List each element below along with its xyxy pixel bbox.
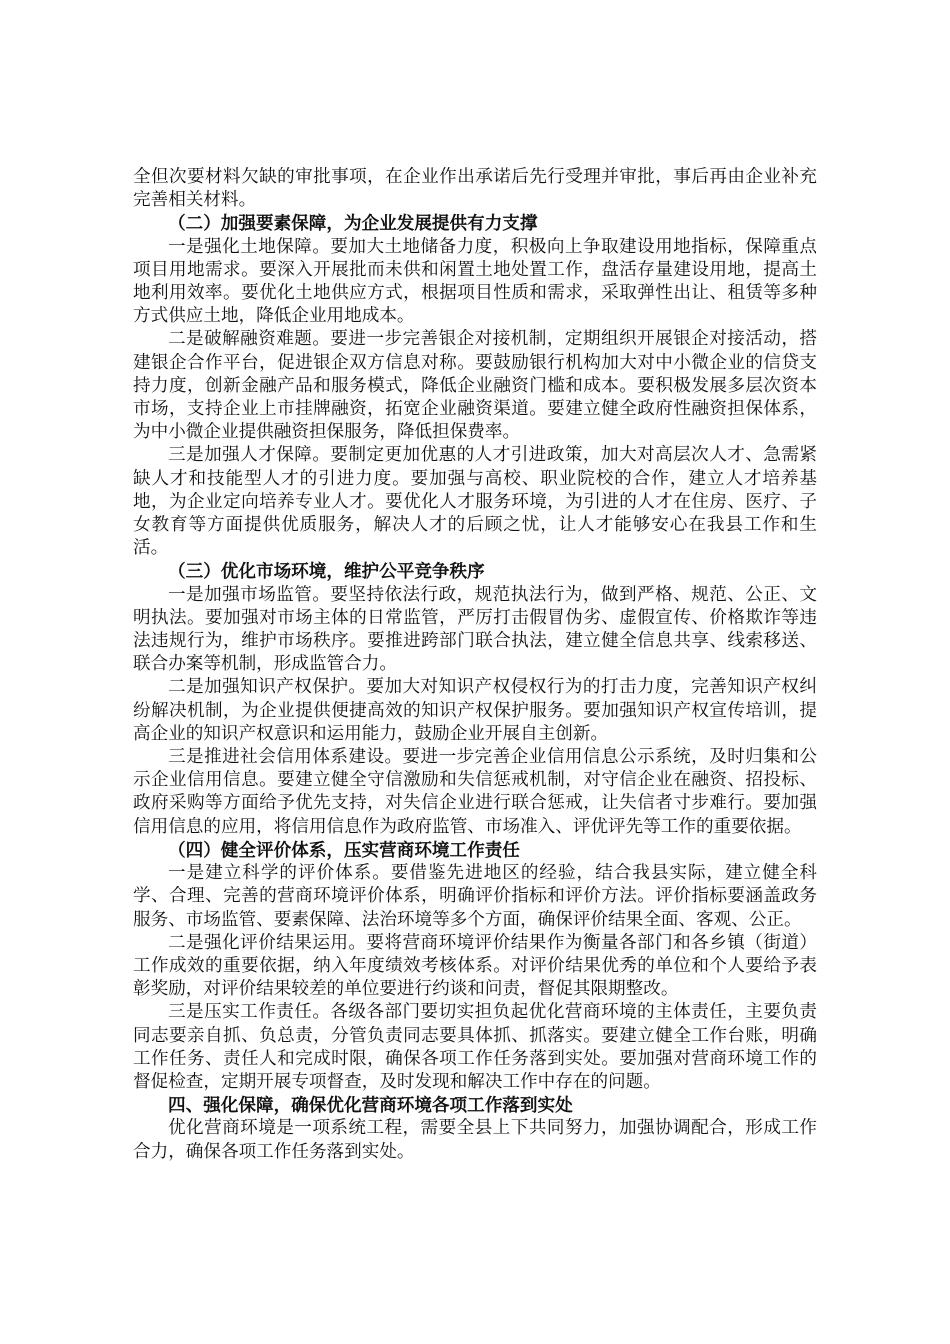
paragraph-talent: 三是加强人才保障。要制定更加优惠的人才引进政策，加大对高层次人才、急需紧缺人才和技能型人才的引进力度。要加强与高校、职业院校的合作，建立人才培养基地，为企业定向培养专业人才。要优化人才服务环境，为引进的人才在住房、医疗、子女教育等方面提供优质服务，解决人才的后顾之忧，让人才能够安心在我县工作和生活。: [133, 445, 817, 559]
paragraph-financing: 二是破解融资难题。要进一步完善银企对接机制，定期组织开展银企对接活动，搭建银企合作平台，促进银企双方信息对称。要鼓励银行机构加大对中小微企业的信贷支持力度，创新金融产品和服务模式，降低企业融资门槛和成本。要积极发展多层次资本市场，支持企业上市挂牌融资，拓宽企业融资渠道。要建立健全政府性融资担保体系，为中小微企业提供融资担保服务，降低担保费率。: [133, 329, 817, 443]
paragraph-evaluation-system: 一是建立科学的评价体系。要借鉴先进地区的经验，结合我县实际，建立健全科学、合理、完善的营商环境评价体系，明确评价指标和评价方法。评价指标要涵盖政务服务、市场监管、要素保障、法治环境等多个方面，确保评价结果全面、客观、公正。: [133, 863, 817, 930]
section-heading-4: （四）健全评价体系，压实营商环境工作责任: [168, 839, 520, 861]
document-page: [133, 166, 817, 1164]
paragraph-conclusion: 优化营商环境是一项系统工程，需要全县上下共同努力，加强协调配合，形成工作合力，确保各项工作任务落到实处。: [133, 1118, 817, 1162]
paragraph-market-supervision: 一是加强市场监管。要坚持依法行政，规范执法行为，做到严格、规范、公正、文明执法。要加强对市场主体的日常监管，严厉打击假冒伪劣、虚假宣传、价格欺诈等违法违规行为，维护市场秩序。要推进跨部门联合执法，建立健全信息共享、线索移送、联合办案等机制，形成监管合力。: [133, 584, 817, 675]
paragraph-continued: 全但次要材料欠缺的审批事项，在企业作出承诺后先行受理并审批，事后再由企业补充完善相关材料。: [133, 167, 817, 211]
section-heading-2: （二）加强要素保障，为企业发展提供有力支撑: [168, 213, 538, 235]
chapter-heading-4: 四、强化保障，确保优化营商环境各项工作落到实处: [168, 1095, 573, 1117]
paragraph-responsibility: 三是压实工作责任。各级各部门要切实担负起优化营商环境的主体责任，主要负责同志要亲自抓、负总责，分管负责同志要具体抓、抓落实。要建立健全工作台账，明确工作任务、责任人和完成时限，确保各项工作任务落到实处。要加强对营商环境工作的督促检查，定期开展专项督查，及时发现和解决工作中存在的问题。: [133, 1002, 817, 1092]
paragraph-ip-protection: 二是加强知识产权保护。要加大对知识产权侵权行为的打击力度，完善知识产权纠纷解决机制，为企业提供便捷高效的知识产权保护服务。要加强知识产权宣传培训，提高企业的知识产权意识和运用能力，鼓励企业开展自主创新。: [133, 677, 817, 744]
paragraph-land: 一是强化土地保障。要加大土地储备力度，积极向上争取建设用地指标，保障重点项目用地需求。要深入开展批而未供和闲置土地处置工作，盘活存量建设用地，提高土地利用效率。要优化土地供应方式，根据项目性质和需求，采取弹性出让、租赁等多种方式供应土地，降低企业用地成本。: [133, 236, 817, 327]
paragraph-credit-system: 三是推进社会信用体系建设。要进一步完善企业信用信息公示系统，及时归集和公示企业信用信息。要建立健全守信激励和失信惩戒机制，对守信企业在融资、招投标、政府采购等方面给予优先支持，对失信企业进行联合惩戒，让失信者寸步难行。要加强信用信息的应用，将信用信息作为政府监管、市场准入、评优评先等工作的重要依据。: [133, 747, 817, 837]
section-heading-3: （三）优化市场环境，维护公平竞争秩序: [168, 561, 485, 583]
paragraph-evaluation-results: 二是强化评价结果运用。要将营商环境评价结果作为衡量各部门和各乡镇（街道）工作成效的重要依据，纳入年度绩效考核体系。对评价结果优秀的单位和个人要给予表彰奖励，对评价结果较差的单位要进行约谈和问责，督促其限期整改。: [133, 932, 817, 1000]
